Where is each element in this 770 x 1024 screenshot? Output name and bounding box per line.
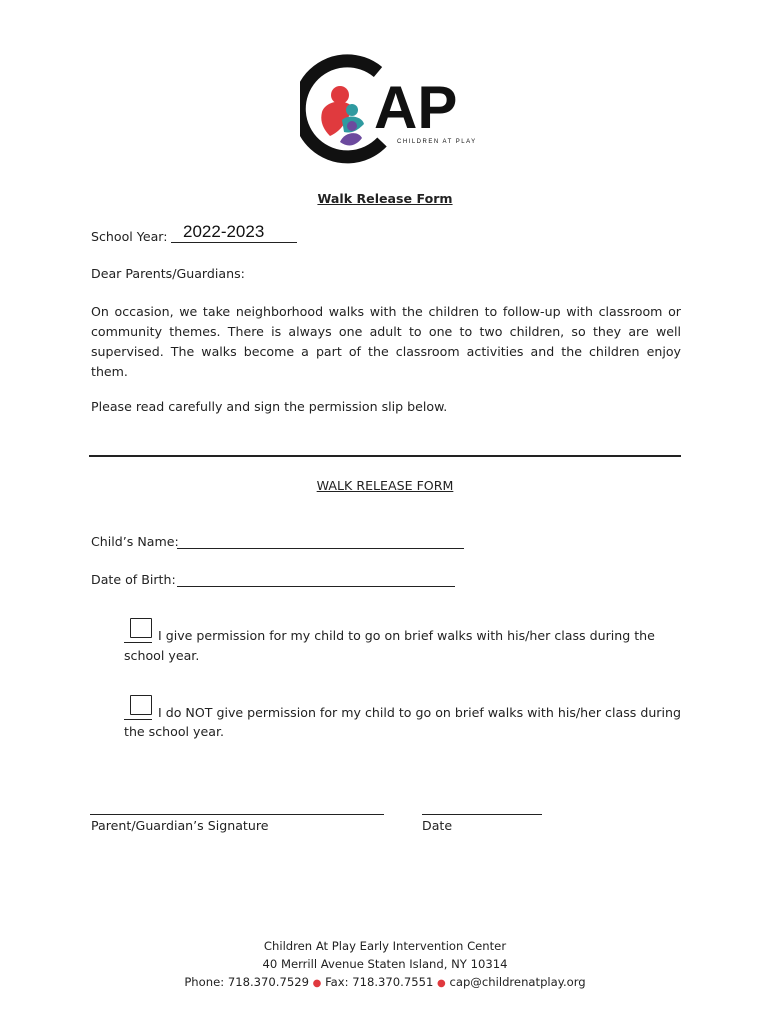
intro-paragraph: On occasion, we take neighborhood walks with the children to follow-up with classroom or community themes. There is always one adult to one to two children, so they are well supervised. The walks become a part of the classroom activities and the children enjoy them. xyxy=(91,304,681,379)
signature-label: Parent/Guardian’s Signature xyxy=(91,818,269,833)
page-title: Walk Release Form xyxy=(317,191,453,206)
childs-name-label: Child’s Name: xyxy=(91,534,179,549)
footer-contact xyxy=(0,975,770,989)
slip-title: WALK RELEASE FORM xyxy=(316,478,454,493)
bullet-separator: ● xyxy=(437,978,446,989)
greeting: Dear Parents/Guardians: xyxy=(91,266,245,281)
dob-label: Date of Birth: xyxy=(91,572,176,587)
school-year-label: School Year: xyxy=(91,229,168,244)
school-year-value: 2022-2023 xyxy=(183,222,265,241)
cap-logo xyxy=(300,50,475,165)
footer-email[interactable]: cap@childrenatplay.org xyxy=(449,975,586,989)
date-label: Date xyxy=(422,818,453,833)
permission-no-checkbox[interactable] xyxy=(130,695,152,715)
footer-fax: Fax: 718.370.7551 xyxy=(325,975,434,989)
permission-yes-text-cont: school year. xyxy=(124,648,200,663)
footer-address: 40 Merrill Avenue Staten Island, NY 10314 xyxy=(262,957,508,971)
permission-yes-text: I give permission for my child to go on brief walks with his/her class during the xyxy=(158,628,655,643)
bullet-separator: ● xyxy=(312,978,322,989)
date-field[interactable] xyxy=(422,800,542,815)
signature-field[interactable] xyxy=(90,800,384,815)
logo-graphic xyxy=(300,50,475,165)
instruction-text: Please read carefully and sign the permission slip below. xyxy=(91,399,448,414)
permission-no-text: I do NOT give permission for my child to go on brief walks with his/her class during xyxy=(158,705,681,720)
school-year-field[interactable] xyxy=(171,222,297,243)
logo-tagline: CHILDREN AT PLAY xyxy=(397,139,477,145)
divider xyxy=(89,455,681,457)
permission-no-text-cont: the school year. xyxy=(124,724,224,739)
footer-org: Children At Play Early Intervention Center xyxy=(263,939,507,953)
permission-yes-checkbox[interactable] xyxy=(130,618,152,638)
dob-field[interactable] xyxy=(177,570,455,587)
svg-text:AP: AP xyxy=(374,74,458,141)
childs-name-field[interactable] xyxy=(177,532,464,549)
footer-phone: Phone: 718.370.7529 xyxy=(184,975,309,989)
